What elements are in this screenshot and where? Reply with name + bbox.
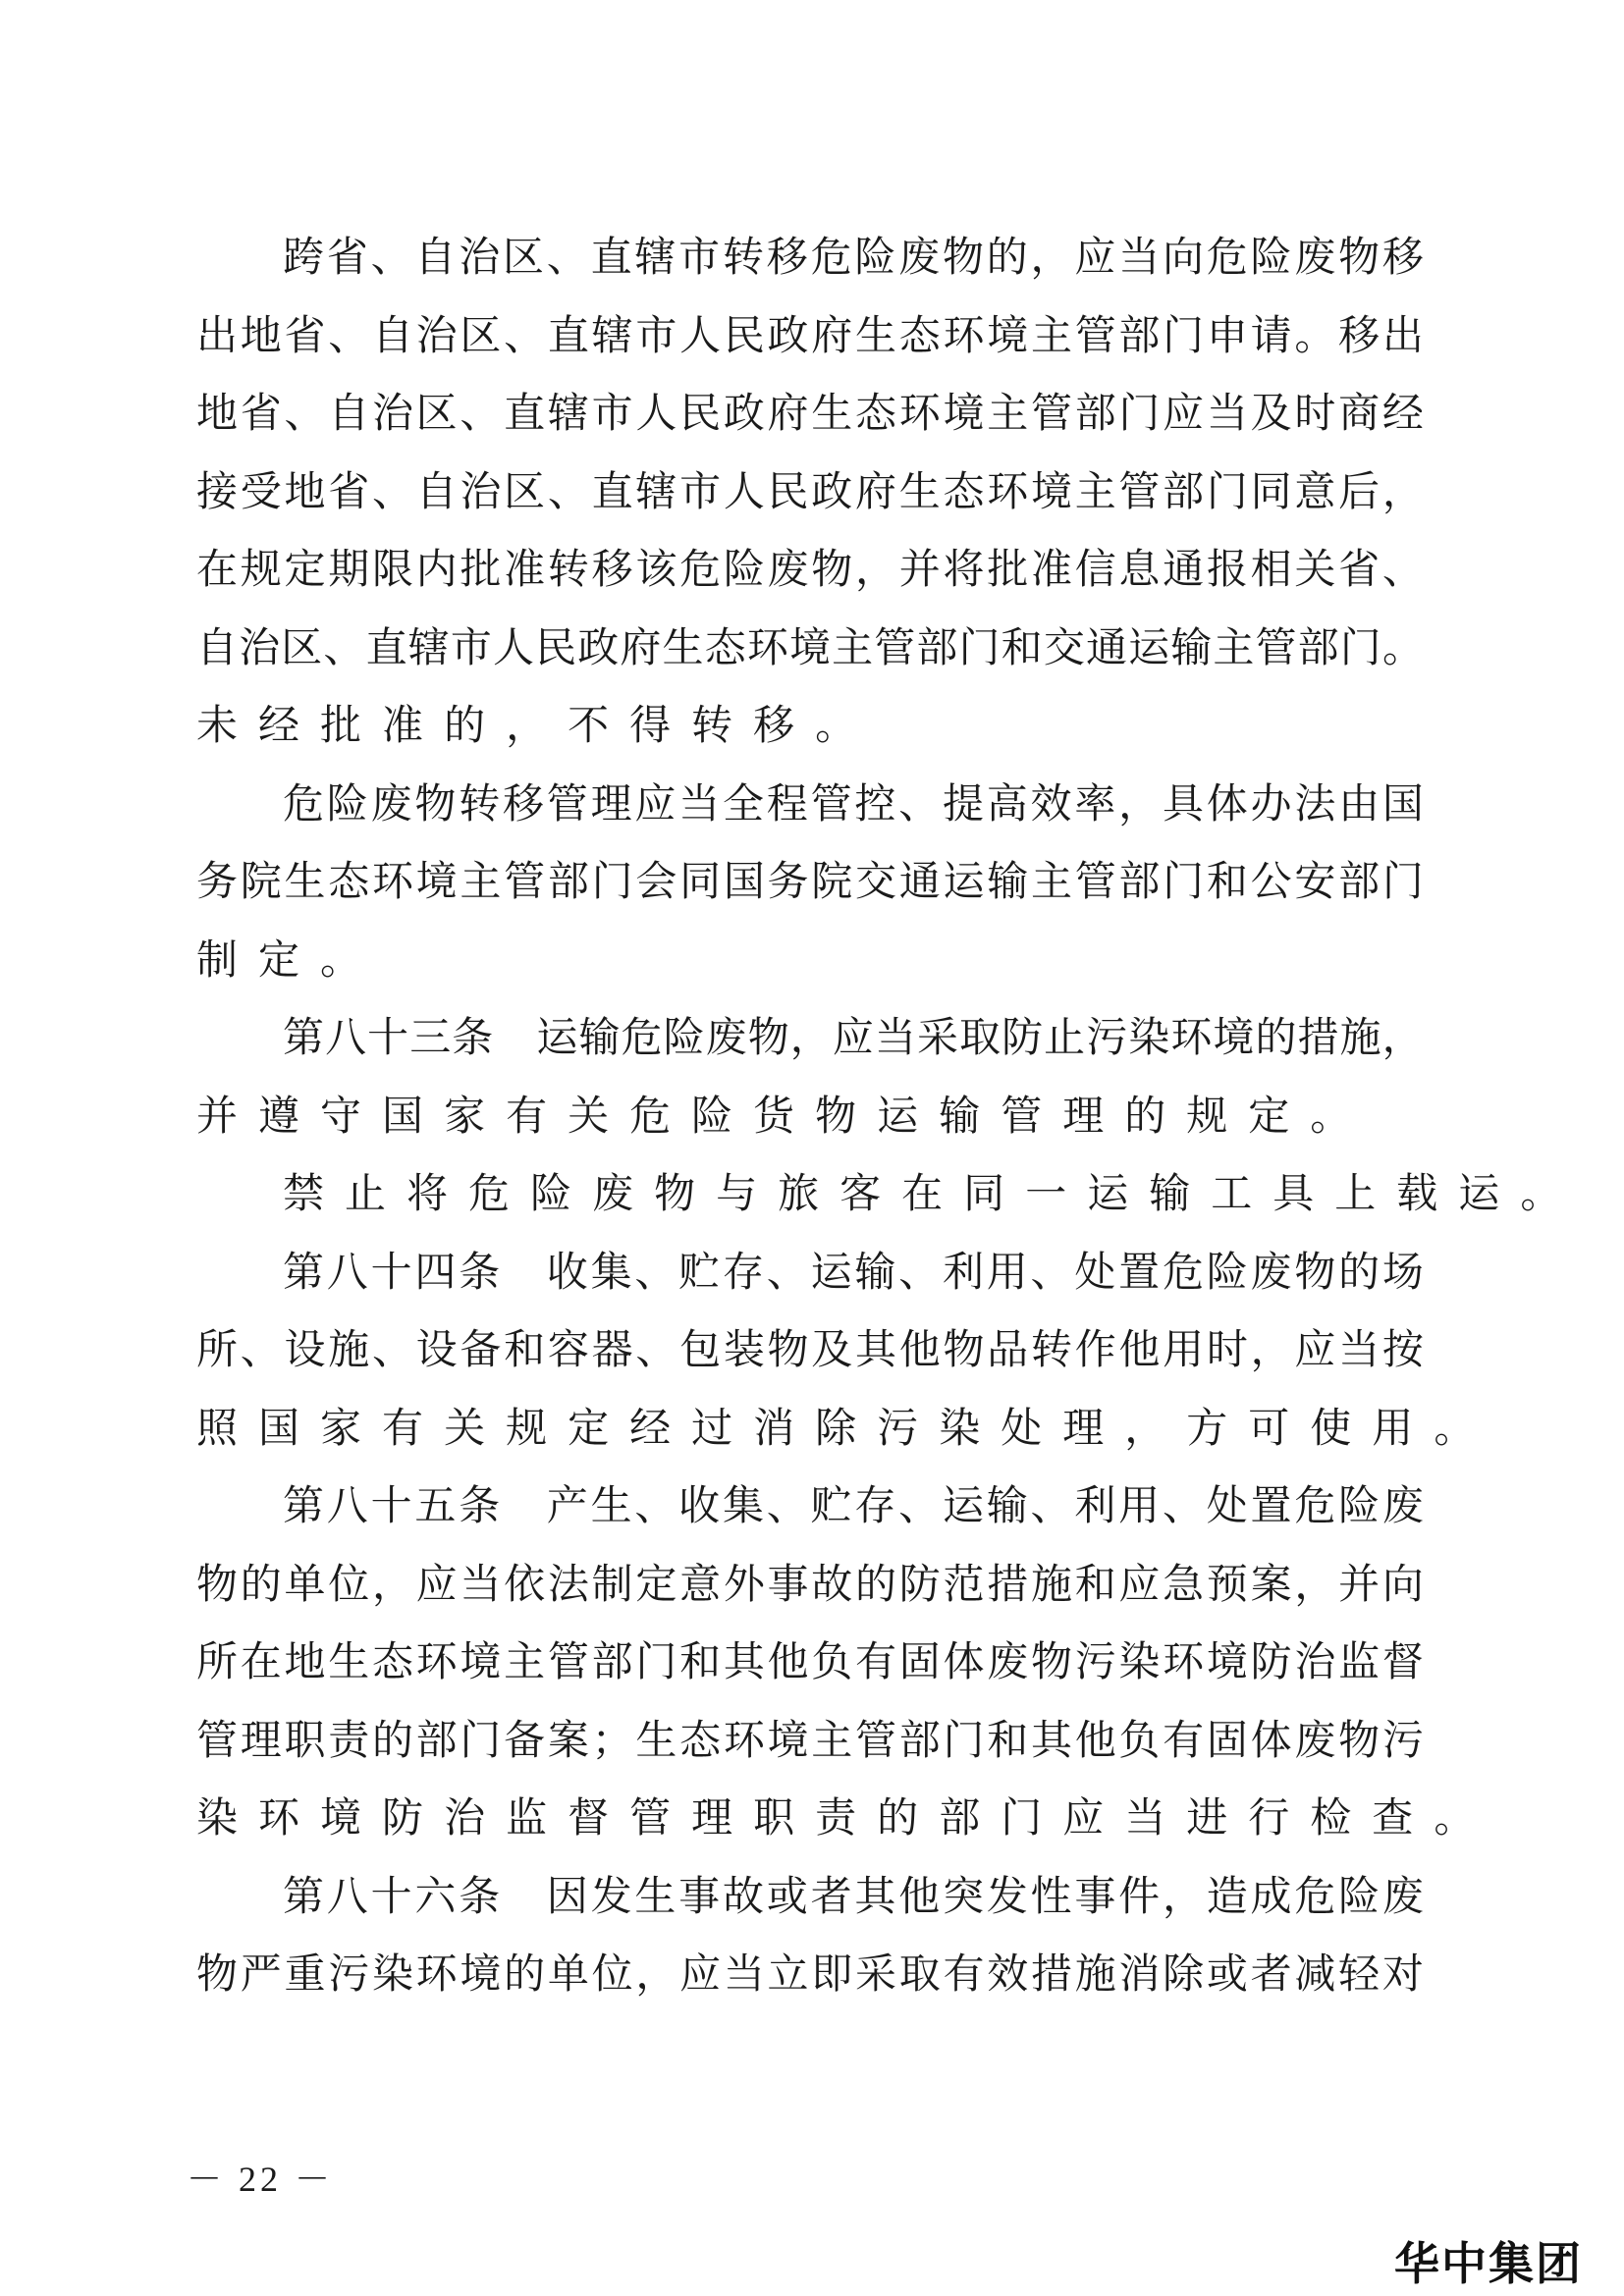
text-line: 照 国 家 有 关 规 定 经 过 消 除 污 染 处 理 ， 方 可 使 用 。 bbox=[196, 1403, 1476, 1452]
text-line: 自 治 区 、 直 辖 市 人 民 政 府 生 态 环 境 主 管 部 门 和 交 通 运 输 主 管 部 门 。 bbox=[196, 622, 1424, 671]
text-line: 接 受 地 省 、 自 治 区 、 直 辖 市 人 民 政 府 生 态 环 境 主 管 部 门 同 意 后 ， bbox=[196, 466, 1424, 515]
watermark-logo: 华中集团 bbox=[1394, 2237, 1583, 2290]
text-line: 物 的 单 位 ， 应 当 依 法 制 定 意 外 事 故 的 防 范 措 施 和 应 急 预 案 ， 并 向 bbox=[196, 1559, 1424, 1608]
text-line: 所 在 地 生 态 环 境 主 管 部 门 和 其 他 负 有 固 体 废 物 污 染 环 境 防 治 监 督 bbox=[196, 1637, 1424, 1685]
text-line: 跨 省 、 自 治 区 、 直 辖 市 转 移 危 险 废 物 的 ， 应 当 向 危 险 废 物 移 bbox=[283, 233, 1424, 281]
text-line: 地 省 、 自 治 区 、 直 辖 市 人 民 政 府 生 态 环 境 主 管 部 门 应 当 及 时 商 经 bbox=[196, 389, 1424, 437]
text-line: 第 八 十 六 条 因 发 生 事 故 或 者 其 他 突 发 性 事 件 ， 造 成 危 险 废 bbox=[283, 1871, 1424, 1920]
text-line: 未 经 批 准 的 ， 不 得 转 移 。 bbox=[196, 701, 857, 749]
text-line: 在 规 定 期 限 内 批 准 转 移 该 危 险 废 物 ， 并 将 批 准 信 息 通 报 相 关 省 、 bbox=[196, 545, 1424, 593]
text-line: 务 院 生 态 环 境 主 管 部 门 会 同 国 务 院 交 通 运 输 主 管 部 门 和 公 安 部 门 bbox=[196, 857, 1424, 905]
text-line: 并 遵 守 国 家 有 关 危 险 货 物 运 输 管 理 的 规 定 。 bbox=[196, 1091, 1352, 1140]
text-line: 染 环 境 防 治 监 督 管 理 职 责 的 部 门 应 当 进 行 检 查 。 bbox=[196, 1793, 1476, 1842]
text-line: 制 定 。 bbox=[196, 934, 362, 984]
text-line: 危 险 废 物 转 移 管 理 应 当 全 程 管 控 、 提 高 效 率 ， 具 体 办 法 由 国 bbox=[283, 778, 1424, 828]
text-line: 第 八 十 四 条 收 集 、 贮 存 、 运 输 、 利 用 、 处 置 危 险 废 物 的 场 bbox=[283, 1247, 1424, 1296]
text-line: 第 八 十 三 条 运 输 危 险 废 物 ， 应 当 采 取 防 止 污 染 环 境 的 措 施 ， bbox=[283, 1013, 1424, 1061]
text-line: 禁 止 将 危 险 废 物 与 旅 客 在 同 一 运 输 工 具 上 载 运 。 bbox=[283, 1169, 1562, 1217]
text-line: 所 、 设 施 、 设 备 和 容 器 、 包 装 物 及 其 他 物 品 转 作 他 用 时 ， 应 当 按 bbox=[196, 1325, 1424, 1373]
page-number: － 22 － bbox=[187, 2160, 335, 2199]
text-line: 第 八 十 五 条 产 生 、 收 集 、 贮 存 、 运 输 、 利 用 、 处 置 危 险 废 bbox=[283, 1481, 1424, 1529]
text-line: 出 地 省 、 自 治 区 、 直 辖 市 人 民 政 府 生 态 环 境 主 管 部 门 申 请 。 移 出 bbox=[196, 310, 1424, 359]
text-line: 管 理 职 责 的 部 门 备 案 ； 生 态 环 境 主 管 部 门 和 其 他 负 有 固 体 废 物 污 bbox=[196, 1715, 1424, 1764]
document-body bbox=[196, 218, 1562, 2013]
text-line: 物 严 重 污 染 环 境 的 单 位 ， 应 当 立 即 采 取 有 效 措 施 消 除 或 者 减 轻 对 bbox=[196, 1949, 1424, 1998]
